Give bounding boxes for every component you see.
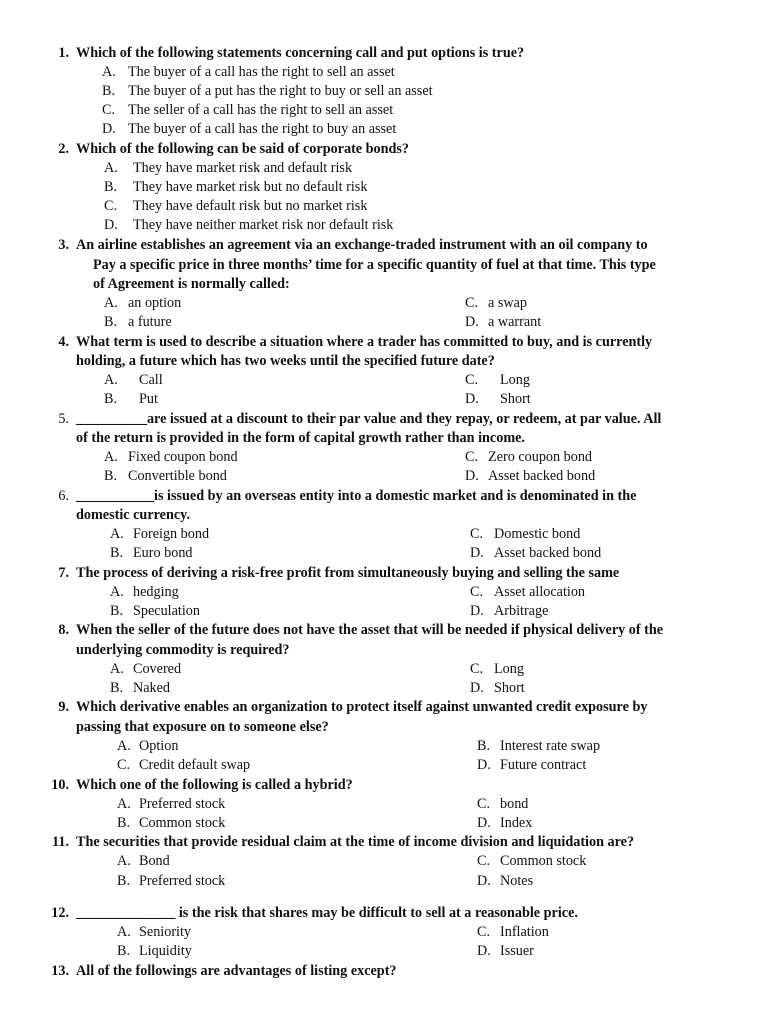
option-text: Credit default swap	[139, 757, 251, 773]
option-letter: A.	[117, 924, 131, 940]
question-number: 11.	[52, 834, 69, 850]
option-letter: C.	[465, 295, 479, 311]
question-text: holding, a future which has two weeks until the specified future date?	[76, 353, 495, 369]
option-letter: C.	[477, 924, 491, 940]
option-letter: D.	[465, 468, 479, 484]
option-text: Preferred stock	[139, 796, 226, 812]
question-number: 2.	[58, 141, 69, 157]
option-text: Convertible bond	[128, 468, 227, 484]
option-text: Bond	[139, 853, 170, 869]
option-letter: A.	[110, 584, 124, 600]
option-letter: A.	[110, 526, 124, 542]
question-number: 12.	[51, 905, 69, 921]
option-letter: A.	[117, 853, 131, 869]
option-letter: A.	[104, 295, 118, 311]
option-text: Naked	[133, 680, 171, 696]
option-letter: D.	[102, 121, 116, 137]
option-text: Arbitrage	[494, 603, 549, 619]
option-letter: B.	[110, 545, 124, 561]
option-text: Index	[500, 815, 533, 831]
option-text: an option	[128, 295, 182, 311]
option-text: Short	[494, 680, 525, 696]
option-letter: B.	[117, 873, 131, 889]
option-letter: C.	[465, 372, 479, 388]
option-letter: C.	[117, 757, 131, 773]
option-letter: D.	[470, 603, 484, 619]
option-letter: C.	[102, 102, 116, 118]
question-text: passing that exposure on to someone else?	[76, 719, 329, 735]
option-letter: A.	[110, 661, 124, 677]
option-text: a warrant	[488, 314, 542, 330]
question-text: All of the followings are advantages of listing except?	[76, 963, 397, 979]
option-letter: C.	[477, 796, 491, 812]
option-text: They have market risk and default risk	[133, 160, 353, 176]
question-text: The securities that provide residual claim at the time of income division and liquidation are?	[76, 834, 635, 850]
option-letter: A.	[104, 160, 118, 176]
question-number: 5.	[58, 411, 69, 427]
question-number: 4.	[58, 334, 69, 350]
option-text: They have default risk but no market risk	[133, 198, 368, 214]
option-letter: D.	[477, 943, 491, 959]
question-number: 1.	[58, 45, 69, 61]
question-text: What term is used to describe a situation where a trader has committed to buy, and is currently	[76, 334, 653, 350]
option-letter: C.	[470, 526, 484, 542]
question-text: Which derivative enables an organization to protect itself against unwanted credit exposure by	[76, 699, 648, 715]
option-text: Long	[500, 372, 530, 388]
option-letter: C.	[465, 449, 479, 465]
option-text: Asset backed bond	[494, 545, 602, 561]
question-text: An airline establishes an agreement via an exchange-traded instrument with an oil company to	[76, 237, 648, 253]
option-letter: B.	[104, 468, 118, 484]
option-letter: C.	[470, 584, 484, 600]
question-text: domestic currency.	[76, 507, 190, 523]
option-letter: A.	[102, 64, 116, 80]
option-text: Euro bond	[133, 545, 193, 561]
option-letter: D.	[470, 545, 484, 561]
option-text: Zero coupon bond	[488, 449, 593, 465]
option-text: Liquidity	[139, 943, 192, 959]
option-text: hedging	[133, 584, 179, 600]
option-letter: D.	[470, 680, 484, 696]
option-letter: B.	[117, 815, 131, 831]
option-text: Foreign bond	[133, 526, 210, 542]
option-text: Long	[494, 661, 524, 677]
question-text: ______________ is the risk that shares may be difficult to sell at a reasonable price.	[76, 905, 578, 921]
option-letter: B.	[110, 680, 124, 696]
option-letter: B.	[104, 391, 118, 407]
question-number: 8.	[58, 622, 69, 638]
option-text: They have neither market risk nor default risk	[133, 217, 394, 233]
option-letter: A.	[117, 738, 131, 754]
question-text: of the return is provided in the form of capital growth rather than income.	[76, 430, 525, 446]
question-text: Which of the following statements concerning call and put options is true?	[76, 45, 525, 61]
question-text: Which one of the following is called a hybrid?	[76, 777, 353, 793]
question-number: 6.	[58, 488, 69, 504]
option-letter: B.	[102, 83, 116, 99]
question-number: 3.	[58, 237, 69, 253]
option-text: The seller of a call has the right to sell an asset	[128, 102, 394, 118]
question-text: of Agreement is normally called:	[93, 276, 290, 292]
option-text: Notes	[500, 873, 534, 889]
option-text: a future	[128, 314, 172, 330]
option-text: bond	[500, 796, 529, 812]
option-letter: D.	[104, 217, 118, 233]
option-letter: C.	[104, 198, 118, 214]
option-text: a swap	[488, 295, 528, 311]
option-text: The buyer of a put has the right to buy or sell an asset	[128, 83, 433, 99]
option-text: Asset allocation	[494, 584, 586, 600]
option-letter: C.	[470, 661, 484, 677]
option-text: Put	[139, 391, 158, 407]
option-text: Interest rate swap	[500, 738, 601, 754]
option-letter: D.	[465, 314, 479, 330]
option-letter: D.	[465, 391, 479, 407]
option-letter: D.	[477, 873, 491, 889]
option-letter: D.	[477, 815, 491, 831]
option-text: Seniority	[139, 924, 192, 940]
option-text: Short	[500, 391, 531, 407]
option-text: Asset backed bond	[488, 468, 596, 484]
option-text: Domestic bond	[494, 526, 581, 542]
option-text: Preferred stock	[139, 873, 226, 889]
question-number: 13.	[51, 963, 69, 979]
question-text: When the seller of the future does not have the asset that will be needed if physical delivery of the	[76, 622, 664, 638]
option-text: Covered	[133, 661, 182, 677]
option-letter: B.	[117, 943, 131, 959]
option-letter: D.	[477, 757, 491, 773]
option-text: Common stock	[139, 815, 226, 831]
option-text: They have market risk but no default risk	[133, 179, 368, 195]
question-number: 9.	[58, 699, 69, 715]
option-text: Common stock	[500, 853, 587, 869]
option-text: Option	[139, 738, 179, 754]
option-letter: C.	[477, 853, 491, 869]
option-letter: B.	[104, 314, 118, 330]
question-text: Which of the following can be said of corporate bonds?	[76, 141, 410, 157]
option-letter: B.	[104, 179, 118, 195]
question-number: 7.	[58, 565, 69, 581]
option-letter: B.	[110, 603, 124, 619]
option-letter: A.	[104, 449, 118, 465]
option-text: Inflation	[500, 924, 549, 940]
option-text: The buyer of a call has the right to sell an asset	[128, 64, 395, 80]
option-text: Fixed coupon bond	[128, 449, 238, 465]
option-text: Call	[139, 372, 163, 388]
question-number: 10.	[51, 777, 69, 793]
question-text: underlying commodity is required?	[76, 642, 290, 658]
option-text: Speculation	[133, 603, 200, 619]
option-text: Future contract	[500, 757, 587, 773]
option-letter: A.	[117, 796, 131, 812]
question-text: __________are issued at a discount to their par value and they repay, or redeem, at par value. All	[76, 411, 662, 427]
question-text: The process of deriving a risk-free profit from simultaneously buying and selling the same	[76, 565, 620, 581]
option-text: The buyer of a call has the right to buy an asset	[128, 121, 397, 137]
option-text: Issuer	[500, 943, 534, 959]
question-text: ___________is issued by an overseas entity into a domestic market and is denominated in the	[76, 488, 637, 504]
option-letter: A.	[104, 372, 118, 388]
question-text: Pay a specific price in three months’ time for a specific quantity of fuel at that time. This type	[93, 257, 656, 273]
option-letter: B.	[477, 738, 491, 754]
